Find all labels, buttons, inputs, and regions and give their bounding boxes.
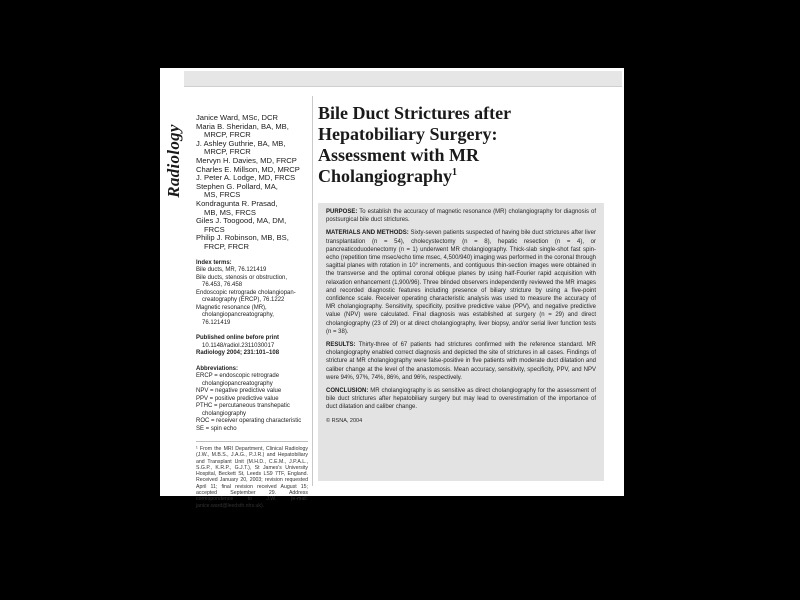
copyright-notice: © RSNA, 2004 [326, 417, 363, 424]
doi-text: 10.1148/radiol.2311030017 [202, 342, 275, 349]
abbreviations-heading: Abbreviations: [196, 365, 239, 372]
abbreviation-line: cholangiopancreatography [202, 380, 273, 387]
abbreviation-line: PTHC = percutaneous transhepatic [196, 403, 290, 409]
index-terms-heading: Index terms: [196, 259, 232, 266]
author-line: FRCP, FRCR [204, 241, 250, 251]
journal-page [160, 68, 624, 509]
author-line: MRCP, FRCR [204, 147, 251, 157]
author-line: Giles J. Toogood, MA, DM, [196, 216, 287, 226]
author-line: Mervyn H. Davies, MD, FRCP [196, 155, 297, 165]
index-term-line: 76.121419 [202, 319, 231, 326]
author-line: MRCP, FRCR [204, 130, 251, 140]
sidebar-column [196, 114, 308, 509]
author-line: J. Peter A. Lodge, MD, FRCS [196, 173, 296, 183]
conclusion-label: CONCLUSION: [326, 388, 369, 395]
abbreviation-line: SE = spin echo [196, 425, 237, 432]
journal-name-vertical [160, 106, 190, 216]
column-divider [312, 96, 313, 486]
index-terms [196, 260, 308, 328]
index-term-line: cholangiopancreatography, [202, 312, 274, 318]
purpose-label: PURPOSE: [326, 209, 358, 215]
index-term-line: Endoscopic retrograde cholangiopan- [196, 289, 296, 296]
publication-heading: Published online before print [196, 335, 280, 341]
abstract-results [326, 341, 596, 382]
abstract-box [318, 203, 604, 481]
methods-label: MATERIALS AND METHODS: [326, 230, 409, 237]
title-footnote-marker: 1 [452, 167, 458, 178]
purpose-text: To establish the accuracy of magnetic resonance (MR) cholangiography for diagnosis of postsurgical bile duct strictures. [326, 209, 596, 224]
index-term-line: Bile ducts, stenosis or obstruction, [196, 274, 288, 281]
author-line: Stephen G. Pollard, MA, [196, 181, 278, 191]
index-term-line: Bile ducts, MR, 76.121419 [196, 267, 267, 273]
author-line: FRCS [204, 224, 225, 234]
results-text: Thirty-three of 67 patients had strictures confirmed with the reference standard. MR cholangiography enabled correct diagnosis and depicted the site of strictures in all cases. Findings of stricture at MR cholangiography were false-positive in five patients with moderate duct dilatation and caliber change at the level of the anastomosis. Mean accuracy, sensitivity, specificity, PPV, and NPV were 94%, 97%, 74%, 86%, and 96%, respectively. [326, 342, 596, 381]
abbreviation-line: ROC = receiver operating characteristic [196, 418, 302, 424]
abbreviations [196, 366, 308, 434]
index-term-line: creatography (ERCP), 76.1222 [202, 297, 285, 303]
methods-text: Sixty-seven patients suspected of having bile duct strictures after liver transplantation (n = 54), cholecystectomy (n = 8), hepatic resection (n = 4), or pancreaticoduodenectomy (n = 1) underwent MR cholangiography. Thick-slab single-shot fast spin-echo (repetition time msec/echo time msec, 4,500/940) imaging was performed in the coronal through sagittal planes with rotation in 10° increments, and contiguous thin-section images were obtained in the transverse and the optimal coronal oblique planes by using half-Fourier rapid acquisition with relaxation enhancement (1,900/96). Three blinded observers independently reviewed the MR images and recorded diagnostic features including presence of biliary stricture by using a five-point confidence scale. Receiver operating characteristic analysis was used to measure the accuracy of MR cholangiography. Sensitivity, specificity, positive predictive value (PPV), and negative predictive value (NPV) were calculated. Final diagnosis was established at surgery (n = 29) and direct cholangiography (23 of 29) or at direct cholangiography, liver biopsy, and/or serial liver function tests (n = 38). [326, 230, 596, 335]
page-header-bar [184, 71, 622, 87]
title-line: Hepatobiliary Surgery: [318, 124, 498, 144]
author-line: MB, MS, FRCS [204, 207, 256, 217]
citation-text: Radiology 2004; 231:101–108 [196, 350, 280, 356]
abbreviation-line: PPV = positive predictive value [196, 395, 279, 402]
author-line: MS, FRCS [204, 190, 241, 200]
journal-name: Radiology [164, 124, 183, 198]
title-line: Bile Duct Strictures after [318, 103, 512, 123]
author-line: Philip J. Robinson, MB, BS, [196, 233, 289, 243]
abbreviation-line: ERCP = endoscopic retrograde [196, 373, 280, 379]
author-list [196, 114, 308, 252]
title-line: Cholangiography [318, 166, 453, 186]
index-term-line: 76.453, 76.458 [202, 282, 243, 288]
abbreviation-line: cholangiography [202, 410, 247, 417]
abstract-methods [326, 229, 596, 336]
index-term-line: Magnetic resonance (MR), [196, 304, 267, 311]
publication-info [196, 335, 308, 358]
affiliation-footnote: ¹ From the MRI Department, Clinical Radiology (J.W., M.B.S., J.A.G., P.J.R.) and Hepatobiliary and Transplant Unit (M.H.D., C.E.M., J.P.A.L., S.G.P., K.R.P., G.J.T.), St James's University Hospital, Beckett St, Leeds LS9 7TF, England. Received January 20, 2003; revision requested April 11; final revision received August 15; accepted September 29. Address correspondence to J.W. (e-mail: janice.ward@leedsth.nhs.uk). [196, 441, 308, 509]
abstract-conclusion [326, 387, 596, 412]
results-label: RESULTS: [326, 342, 356, 349]
title-line: Assessment with MR [318, 145, 479, 165]
author-line: Kondragunta R. Prasad, [196, 198, 278, 208]
conclusion-text: MR cholangiography is as sensitive as direct cholangiography for the assessment of bile duct strictures after hepatobiliary surgery but may lead to overestimation of the importance of duct dilatation and caliber change. [326, 388, 596, 411]
author-line: Charles E. Millson, MD, MRCP [196, 164, 300, 174]
author-line: J. Ashley Guthrie, BA, MB, [196, 138, 286, 148]
abbreviation-line: NPV = negative predictive value [196, 388, 282, 394]
author-line: Maria B. Sheridan, BA, MB, [196, 121, 289, 131]
article-title [318, 103, 618, 187]
author-line: Janice Ward, MSc, DCR [196, 113, 278, 122]
abstract-purpose [326, 208, 596, 224]
